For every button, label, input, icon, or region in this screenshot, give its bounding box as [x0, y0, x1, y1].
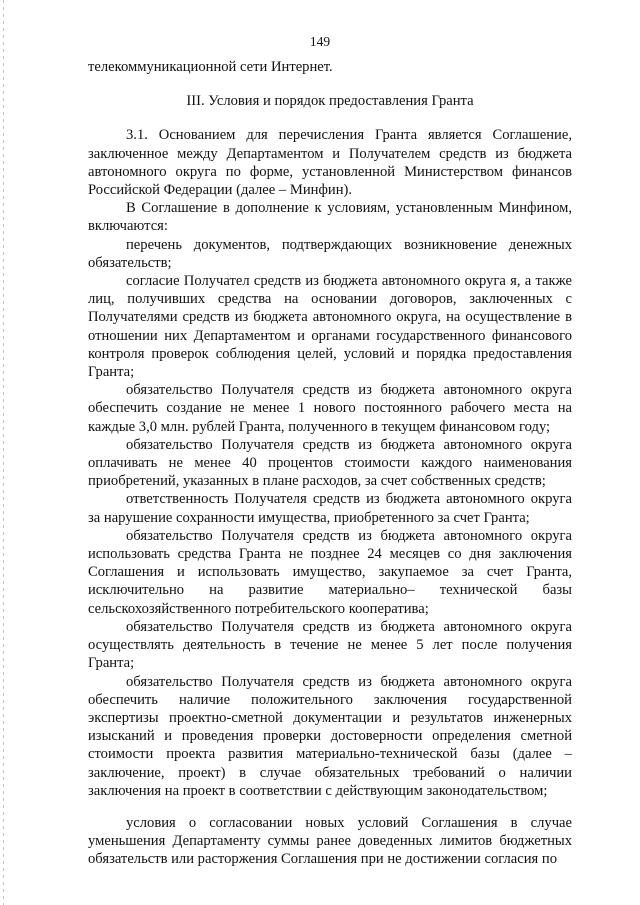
list-item-jobs: обязательство Получателя средств из бюджета автономного округа обеспечить создание не менее 1 нового постоянного рабочего места на каждые 3,0 млн. рублей Гранта, полученного в текущем финансовом году;: [88, 382, 572, 435]
paragraph-agreement-intro: В Соглашение в дополнение к условиям, установленным Минфином, включаются:: [88, 200, 572, 235]
continuation-line: телекоммуникационной сети Интернет.: [88, 59, 333, 75]
paragraph-3-1: 3.1. Основанием для перечисления Гранта является Соглашение, заключенное между Департаментом и Получателем средств из бюджета автономного округа по форме, установленной Министерством финансов Российской Федерации (далее – Минфин).: [88, 127, 572, 199]
list-item-new-conditions: условия о согласовании новых условий Соглашения в случае уменьшения Департаменту суммы ранее доведенных лимитов бюджетных обязательств или расторжения Соглашения при не достижении согласия по: [88, 814, 572, 868]
list-item-responsibility: ответственность Получателя средств из бюджета автономного округа за нарушение сохранности имущества, приобретенного за счет Гранта;: [88, 491, 572, 526]
list-item-payment: обязательство Получателя средств из бюджета автономного округа оплачивать не менее 40 процентов стоимости каждого наименования приобретений, указанных в плане расходов, за счет собственных средств;: [88, 436, 572, 490]
document-body: [88, 58, 572, 869]
list-item-documents: перечень документов, подтверждающих возникновение денежных обязательств;: [88, 236, 572, 271]
list-item-activity-term: обязательство Получателя средств из бюджета автономного округа осуществлять деятельность в течение не менее 5 лет после получения Гранта;: [88, 618, 572, 672]
list-item-expertise: обязательство Получателя средств из бюджета автономного округа обеспечить наличие положительного заключения государственной экспертизы проектно-сметной документации и результатов инженерных изысканий и проведения проверки достоверности определения сметной стоимости проекта развития материально-технической базы (далее – заключение, проект) в случае обязательных требований о наличии заключения на проект в соответствии с действующим законодательством;: [88, 673, 572, 799]
list-item-consent: согласие Получател средств из бюджета автономного округа я, а также лиц, получивших средства на основании договоров, заключенных с Получателями средств из бюджета автономного округа, на осуществление в отношении них Департаментом и органами государственного финансового контроля проверок соблюдения целей, условий и порядка предоставления Гранта;: [88, 273, 572, 381]
page-number: 149: [309, 34, 331, 49]
section-heading: III. Условия и порядок предоставления Гранта: [186, 93, 474, 110]
list-item-usage-term: обязательство Получателя средств из бюджета автономного округа использовать средства Гранта не позднее 24 месяцев со дня заключения Соглашения и использовать имущество, закупаемое за счет Гранта, исключительно на развитие материально– технической базы сельскохозяйственного потребительского кооператива;: [88, 527, 572, 617]
scan-edge-line: [3, 0, 4, 905]
